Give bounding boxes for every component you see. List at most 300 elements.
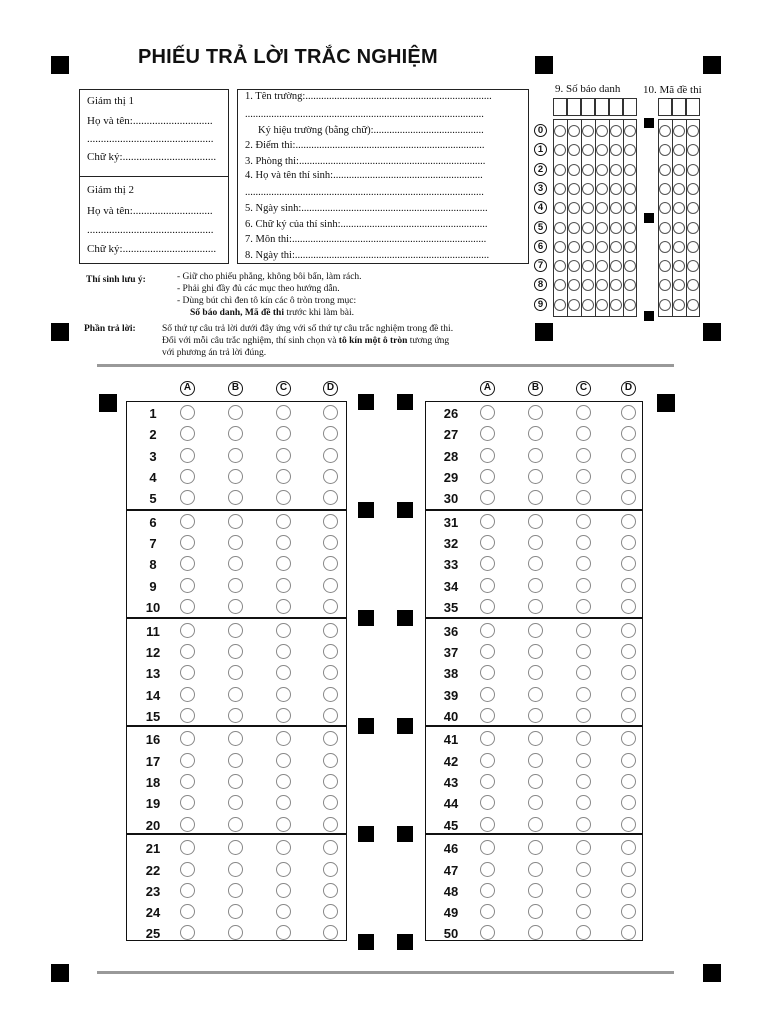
question-number: 4: [149, 469, 157, 485]
answer-bubble[interactable]: [480, 405, 495, 420]
answer-bubble[interactable]: [228, 535, 243, 550]
answer-bubble[interactable]: [621, 623, 636, 638]
answer-bubble[interactable]: [276, 623, 291, 638]
answer-bubble[interactable]: [528, 753, 543, 768]
divider: [97, 364, 674, 367]
question-number: 44: [443, 796, 459, 812]
answer-bubble[interactable]: [276, 708, 291, 723]
answer-bubble[interactable]: [180, 687, 195, 702]
answer-bubble[interactable]: [323, 904, 338, 919]
answer-bubble[interactable]: [323, 644, 338, 659]
block-divider: [126, 617, 347, 619]
question-number: 27: [443, 427, 459, 443]
sbd-write-cell[interactable]: [595, 98, 609, 116]
code-bubble[interactable]: [687, 164, 699, 176]
info-field[interactable]: ...........................................................................................: [245, 187, 484, 198]
answer-bubble[interactable]: [480, 514, 495, 529]
answer-bubble[interactable]: [323, 817, 338, 832]
info-field[interactable]: 1. Tên trường:.......................................................................: [245, 91, 492, 102]
sbd-bubble[interactable]: [582, 164, 594, 176]
answer-bubble[interactable]: [621, 599, 636, 614]
answer-bubble[interactable]: [528, 862, 543, 877]
question-number: 30: [443, 491, 459, 507]
answer-bubble[interactable]: [228, 753, 243, 768]
question-number: 40: [443, 708, 459, 724]
option-header: D: [323, 381, 338, 396]
answer-bubble[interactable]: [323, 753, 338, 768]
code-bubble[interactable]: [659, 125, 671, 137]
code-bubble[interactable]: [673, 125, 685, 137]
answer-bubble[interactable]: [528, 817, 543, 832]
sbd-bubble[interactable]: [582, 241, 594, 253]
question-number: 19: [145, 796, 161, 812]
note-line-2: - Phải ghi đầy đủ các mục theo hướng dẫn.: [177, 284, 340, 294]
answer-bubble[interactable]: [323, 687, 338, 702]
answer-bubble[interactable]: [276, 469, 291, 484]
code-bubble[interactable]: [673, 183, 685, 195]
digit-label: 5: [534, 221, 547, 234]
exam-code-label: 10. Mã đề thi: [643, 84, 702, 96]
answer-bubble[interactable]: [323, 535, 338, 550]
answer-bubble[interactable]: [228, 405, 243, 420]
answer-bubble[interactable]: [276, 774, 291, 789]
question-number: 14: [145, 687, 161, 703]
answer-bubble[interactable]: [621, 904, 636, 919]
answer-bubble[interactable]: [323, 448, 338, 463]
answer-bubble[interactable]: [480, 817, 495, 832]
answer-bubble[interactable]: [276, 862, 291, 877]
block-divider: [425, 833, 643, 835]
answer-bubble[interactable]: [180, 535, 195, 550]
sbd-bubble[interactable]: [568, 222, 580, 234]
timing-mark: [397, 718, 413, 734]
answer-bubble[interactable]: [480, 753, 495, 768]
answer-bubble[interactable]: [576, 644, 591, 659]
answer-bubble[interactable]: [621, 469, 636, 484]
question-number: 7: [149, 536, 157, 552]
question-number: 41: [443, 732, 459, 748]
question-number: 36: [443, 623, 459, 639]
answer-bubble[interactable]: [276, 405, 291, 420]
answer-bubble[interactable]: [480, 448, 495, 463]
answer-bubble[interactable]: [180, 448, 195, 463]
sbd-bubble[interactable]: [624, 241, 636, 253]
answer-bubble[interactable]: [480, 708, 495, 723]
info-field[interactable]: 8. Ngày thi:..........................................................................: [245, 250, 490, 261]
answer-bubble[interactable]: [528, 708, 543, 723]
digit-label: 7: [534, 259, 547, 272]
answer-bubble[interactable]: [576, 599, 591, 614]
timing-mark: [358, 826, 374, 842]
answer-bubble[interactable]: [621, 862, 636, 877]
question-number: 26: [443, 406, 459, 421]
info-field[interactable]: 4. Họ và tên thí sinh:.........................................................: [245, 170, 483, 181]
question-number: 38: [443, 666, 459, 682]
answer-bubble[interactable]: [528, 774, 543, 789]
answer-bubble[interactable]: [621, 644, 636, 659]
answer-note-label: Phần trả lời:: [84, 324, 136, 334]
registration-mark: [703, 964, 721, 982]
answer-bubble[interactable]: [480, 883, 495, 898]
answer-bubble[interactable]: [528, 514, 543, 529]
answer-bubble[interactable]: [621, 687, 636, 702]
question-number: 11: [146, 623, 160, 639]
answer-bubble[interactable]: [180, 514, 195, 529]
answer-bubble[interactable]: [180, 599, 195, 614]
code-bubble[interactable]: [659, 260, 671, 272]
answer-bubble[interactable]: [276, 448, 291, 463]
answer-bubble[interactable]: [480, 599, 495, 614]
answer-bubble[interactable]: [323, 708, 338, 723]
answer-bubble[interactable]: [228, 644, 243, 659]
question-number: 20: [145, 817, 161, 833]
divider: [97, 971, 674, 974]
answer-bubble[interactable]: [621, 578, 636, 593]
answer-bubble[interactable]: [228, 469, 243, 484]
code-bubble[interactable]: [659, 183, 671, 195]
sbd-bubble[interactable]: [596, 260, 608, 272]
sbd-bubble[interactable]: [582, 260, 594, 272]
sbd-bubble[interactable]: [596, 164, 608, 176]
answer-bubble[interactable]: [276, 578, 291, 593]
code-bubble[interactable]: [659, 222, 671, 234]
answer-bubble[interactable]: [480, 623, 495, 638]
sbd-write-cell[interactable]: [567, 98, 581, 116]
code-write-cell[interactable]: [658, 98, 672, 116]
digit-label: 8: [534, 278, 547, 291]
answer-bubble[interactable]: [180, 623, 195, 638]
answer-bubble[interactable]: [180, 405, 195, 420]
answer-bubble[interactable]: [180, 644, 195, 659]
digit-label: 2: [534, 163, 547, 176]
answer-bubble[interactable]: [576, 514, 591, 529]
answer-bubble[interactable]: [228, 623, 243, 638]
answer-bubble[interactable]: [323, 514, 338, 529]
code-bubble[interactable]: [659, 164, 671, 176]
answer-bubble[interactable]: [576, 862, 591, 877]
answer-bubble[interactable]: [480, 774, 495, 789]
answer-bubble[interactable]: [228, 448, 243, 463]
answer-bubble[interactable]: [480, 862, 495, 877]
answer-bubble[interactable]: [276, 514, 291, 529]
question-number: 50: [443, 926, 459, 942]
code-bubble[interactable]: [673, 164, 685, 176]
sbd-bubble[interactable]: [610, 299, 622, 311]
sbd-bubble[interactable]: [568, 183, 580, 195]
question-number: 17: [145, 753, 161, 769]
sbd-bubble[interactable]: [624, 183, 636, 195]
option-header: C: [276, 381, 291, 396]
question-number: 47: [443, 862, 459, 878]
sbd-bubble[interactable]: [624, 222, 636, 234]
answer-bubble[interactable]: [576, 448, 591, 463]
block-divider: [425, 725, 643, 727]
answer-bubble[interactable]: [528, 448, 543, 463]
sbd-bubble[interactable]: [624, 299, 636, 311]
code-bubble[interactable]: [673, 260, 685, 272]
proctor2-label: Giám thị 2: [87, 184, 135, 196]
answer-bubble[interactable]: [323, 774, 338, 789]
timing-mark: [358, 502, 374, 518]
sbd-bubble[interactable]: [554, 125, 566, 137]
question-number: 32: [443, 536, 459, 552]
code-bubble[interactable]: [687, 260, 699, 272]
answer-bubble[interactable]: [228, 904, 243, 919]
info-field[interactable]: 5. Ngày sinh:.......................................................................: [245, 203, 488, 214]
sbd-bubble[interactable]: [596, 125, 608, 137]
question-number: 37: [443, 644, 459, 660]
answer-bubble[interactable]: [528, 883, 543, 898]
registration-mark: [99, 394, 117, 412]
notes-label: Thí sinh lưu ý:: [86, 275, 146, 285]
answer-bubble[interactable]: [621, 514, 636, 529]
answer-bubble[interactable]: [621, 405, 636, 420]
info-field[interactable]: 6. Chữ ký của thí sinh:........................................................: [245, 219, 488, 230]
sbd-bubble[interactable]: [568, 299, 580, 311]
question-number: 25: [145, 926, 161, 942]
code-bubble[interactable]: [673, 222, 685, 234]
sbd-bubble[interactable]: [568, 241, 580, 253]
answer-bubble[interactable]: [180, 883, 195, 898]
answer-bubble[interactable]: [576, 623, 591, 638]
question-number: 21: [145, 841, 161, 857]
answer-bubble[interactable]: [528, 535, 543, 550]
timing-mark: [397, 934, 413, 950]
answer-bubble[interactable]: [276, 904, 291, 919]
digit-label: 6: [534, 240, 547, 253]
question-number: 23: [145, 883, 161, 899]
sbd-bubble[interactable]: [610, 241, 622, 253]
sbd-write-cell[interactable]: [609, 98, 623, 116]
code-bubble[interactable]: [687, 125, 699, 137]
answer-bubble[interactable]: [576, 578, 591, 593]
answer-bubble[interactable]: [528, 599, 543, 614]
sbd-write-cell[interactable]: [581, 98, 595, 116]
answer-bubble[interactable]: [576, 687, 591, 702]
sbd-bubble[interactable]: [554, 222, 566, 234]
info-field[interactable]: ...........................................................................................: [245, 109, 484, 120]
info-field[interactable]: 2. Điểm thi:........................................................................: [245, 140, 485, 151]
answer-bubble[interactable]: [621, 883, 636, 898]
question-number: 42: [443, 753, 459, 769]
answer-bubble[interactable]: [576, 708, 591, 723]
code-write-cell[interactable]: [672, 98, 686, 116]
answer-bubble[interactable]: [621, 774, 636, 789]
answer-bubble[interactable]: [228, 514, 243, 529]
answer-bubble[interactable]: [228, 599, 243, 614]
block-divider: [126, 509, 347, 511]
question-number: 10: [145, 600, 161, 615]
answer-bubble[interactable]: [576, 405, 591, 420]
question-number: 43: [443, 775, 459, 790]
info-field[interactable]: 7. Môn thi:..........................................................................: [245, 234, 487, 245]
sbd-bubble[interactable]: [568, 125, 580, 137]
answer-bubble[interactable]: [276, 883, 291, 898]
answer-bubble[interactable]: [576, 904, 591, 919]
registration-mark: [703, 56, 721, 74]
answer-bubble[interactable]: [276, 687, 291, 702]
answer-bubble[interactable]: [228, 862, 243, 877]
answer-bubble[interactable]: [323, 469, 338, 484]
info-field[interactable]: Ký hiệu trường (bằng chữ):..........................................: [258, 125, 484, 136]
timing-mark: [397, 394, 413, 410]
question-number: 15: [145, 708, 161, 724]
code-bubble[interactable]: [687, 222, 699, 234]
answer-bubble[interactable]: [528, 904, 543, 919]
registration-mark: [535, 323, 553, 341]
code-write-cell[interactable]: [686, 98, 700, 116]
answer-bubble[interactable]: [480, 578, 495, 593]
sbd-bubble[interactable]: [554, 241, 566, 253]
digit-label: 9: [534, 298, 547, 311]
block-divider: [126, 725, 347, 727]
sbd-bubble[interactable]: [624, 164, 636, 176]
answer-bubble[interactable]: [480, 469, 495, 484]
sbd-bubble[interactable]: [610, 260, 622, 272]
answer-bubble[interactable]: [228, 578, 243, 593]
answer-bubble[interactable]: [180, 578, 195, 593]
answer-bubble[interactable]: [276, 599, 291, 614]
sbd-bubble[interactable]: [610, 222, 622, 234]
answer-bubble[interactable]: [528, 687, 543, 702]
note-line-1: - Giữ cho phiếu phẳng, không bôi bẩn, làm rách.: [177, 272, 362, 282]
sbd-bubble[interactable]: [610, 164, 622, 176]
code-bubble[interactable]: [659, 299, 671, 311]
timing-mark: [358, 718, 374, 734]
sbd-bubble[interactable]: [554, 260, 566, 272]
note-line-3: - Dùng bút chì đen tô kín các ô tròn trong mục:: [177, 296, 357, 306]
sbd-bubble[interactable]: [596, 183, 608, 195]
answer-bubble[interactable]: [576, 817, 591, 832]
answer-bubble[interactable]: [276, 535, 291, 550]
sbd-bubble[interactable]: [610, 183, 622, 195]
timing-mark: [397, 610, 413, 626]
block-divider: [126, 833, 347, 835]
sbd-bubble[interactable]: [596, 241, 608, 253]
answer-bubble[interactable]: [228, 708, 243, 723]
info-field[interactable]: 3. Phòng thi:.......................................................................: [245, 156, 486, 167]
answer-bubble[interactable]: [180, 817, 195, 832]
answer-bubble[interactable]: [180, 753, 195, 768]
code-bubble[interactable]: [687, 241, 699, 253]
sbd-bubble[interactable]: [582, 125, 594, 137]
answer-bubble[interactable]: [528, 644, 543, 659]
option-header: B: [528, 381, 543, 396]
code-bubble[interactable]: [673, 299, 685, 311]
answer-bubble[interactable]: [621, 817, 636, 832]
answer-bubble[interactable]: [576, 883, 591, 898]
answer-bubble[interactable]: [228, 774, 243, 789]
answer-bubble[interactable]: [621, 535, 636, 550]
answer-note-line-2: Đối với mỗi câu trắc nghiệm, thí sinh chọn và tô kín một ô tròn tương ứng: [162, 336, 450, 346]
question-number: 3: [149, 448, 157, 464]
answer-bubble[interactable]: [323, 623, 338, 638]
answer-bubble[interactable]: [528, 623, 543, 638]
code-bubble[interactable]: [659, 241, 671, 253]
sbd-bubble[interactable]: [582, 183, 594, 195]
answer-bubble[interactable]: [528, 405, 543, 420]
answer-bubble[interactable]: [480, 535, 495, 550]
sbd-bubble[interactable]: [624, 260, 636, 272]
answer-bubble[interactable]: [323, 578, 338, 593]
sbd-bubble[interactable]: [554, 299, 566, 311]
sbd-bubble[interactable]: [596, 299, 608, 311]
question-number: 39: [443, 687, 459, 703]
answer-bubble[interactable]: [621, 753, 636, 768]
answer-bubble[interactable]: [480, 687, 495, 702]
answer-bubble[interactable]: [528, 578, 543, 593]
code-bubble[interactable]: [687, 299, 699, 311]
answer-bubble[interactable]: [528, 469, 543, 484]
answer-bubble[interactable]: [323, 599, 338, 614]
sbd-bubble[interactable]: [582, 222, 594, 234]
digit-label: 3: [534, 182, 547, 195]
block-divider: [425, 509, 643, 511]
answer-bubble[interactable]: [323, 883, 338, 898]
timing-mark: [644, 213, 654, 223]
answer-bubble[interactable]: [276, 817, 291, 832]
question-number: 6: [149, 514, 157, 530]
answer-bubble[interactable]: [480, 904, 495, 919]
sbd-bubble[interactable]: [554, 183, 566, 195]
sbd-bubble[interactable]: [582, 299, 594, 311]
answer-bubble[interactable]: [621, 448, 636, 463]
answer-bubble[interactable]: [180, 708, 195, 723]
sbd-bubble[interactable]: [554, 164, 566, 176]
sbd-bubble[interactable]: [596, 222, 608, 234]
note-line-4: Số báo danh, Mã đề thi trước khi làm bài.: [190, 308, 355, 318]
answer-bubble[interactable]: [621, 708, 636, 723]
answer-note-line-3: với phương án trả lời đúng.: [162, 348, 267, 358]
code-bubble[interactable]: [673, 241, 685, 253]
answer-bubble[interactable]: [228, 687, 243, 702]
sbd-bubble[interactable]: [568, 260, 580, 272]
code-bubble[interactable]: [687, 183, 699, 195]
proctor2-sign: Chữ ký:..................................: [87, 243, 217, 255]
sbd-write-cell[interactable]: [553, 98, 567, 116]
option-header: C: [576, 381, 591, 396]
answer-bubble[interactable]: [180, 862, 195, 877]
answer-bubble[interactable]: [180, 774, 195, 789]
answer-bubble[interactable]: [228, 817, 243, 832]
answer-bubble[interactable]: [276, 644, 291, 659]
sbd-bubble[interactable]: [568, 164, 580, 176]
sbd-bubble[interactable]: [624, 125, 636, 137]
answer-bubble[interactable]: [180, 469, 195, 484]
answer-bubble[interactable]: [228, 883, 243, 898]
timing-mark: [397, 502, 413, 518]
question-number: 49: [443, 905, 459, 921]
answer-bubble[interactable]: [323, 862, 338, 877]
block-divider: [425, 617, 643, 619]
answer-bubble[interactable]: [576, 535, 591, 550]
option-header: A: [180, 381, 195, 396]
sbd-bubble[interactable]: [610, 125, 622, 137]
option-header: D: [621, 381, 636, 396]
answer-bubble[interactable]: [480, 644, 495, 659]
answer-bubble[interactable]: [323, 405, 338, 420]
question-number: 9: [149, 578, 157, 594]
answer-bubble[interactable]: [576, 753, 591, 768]
answer-bubble[interactable]: [276, 753, 291, 768]
answer-bubble[interactable]: [180, 904, 195, 919]
sbd-write-cell[interactable]: [623, 98, 637, 116]
answer-bubble[interactable]: [576, 774, 591, 789]
answer-bubble[interactable]: [576, 469, 591, 484]
question-number: 35: [443, 600, 459, 615]
registration-mark: [657, 394, 675, 412]
question-number: 13: [145, 666, 161, 682]
